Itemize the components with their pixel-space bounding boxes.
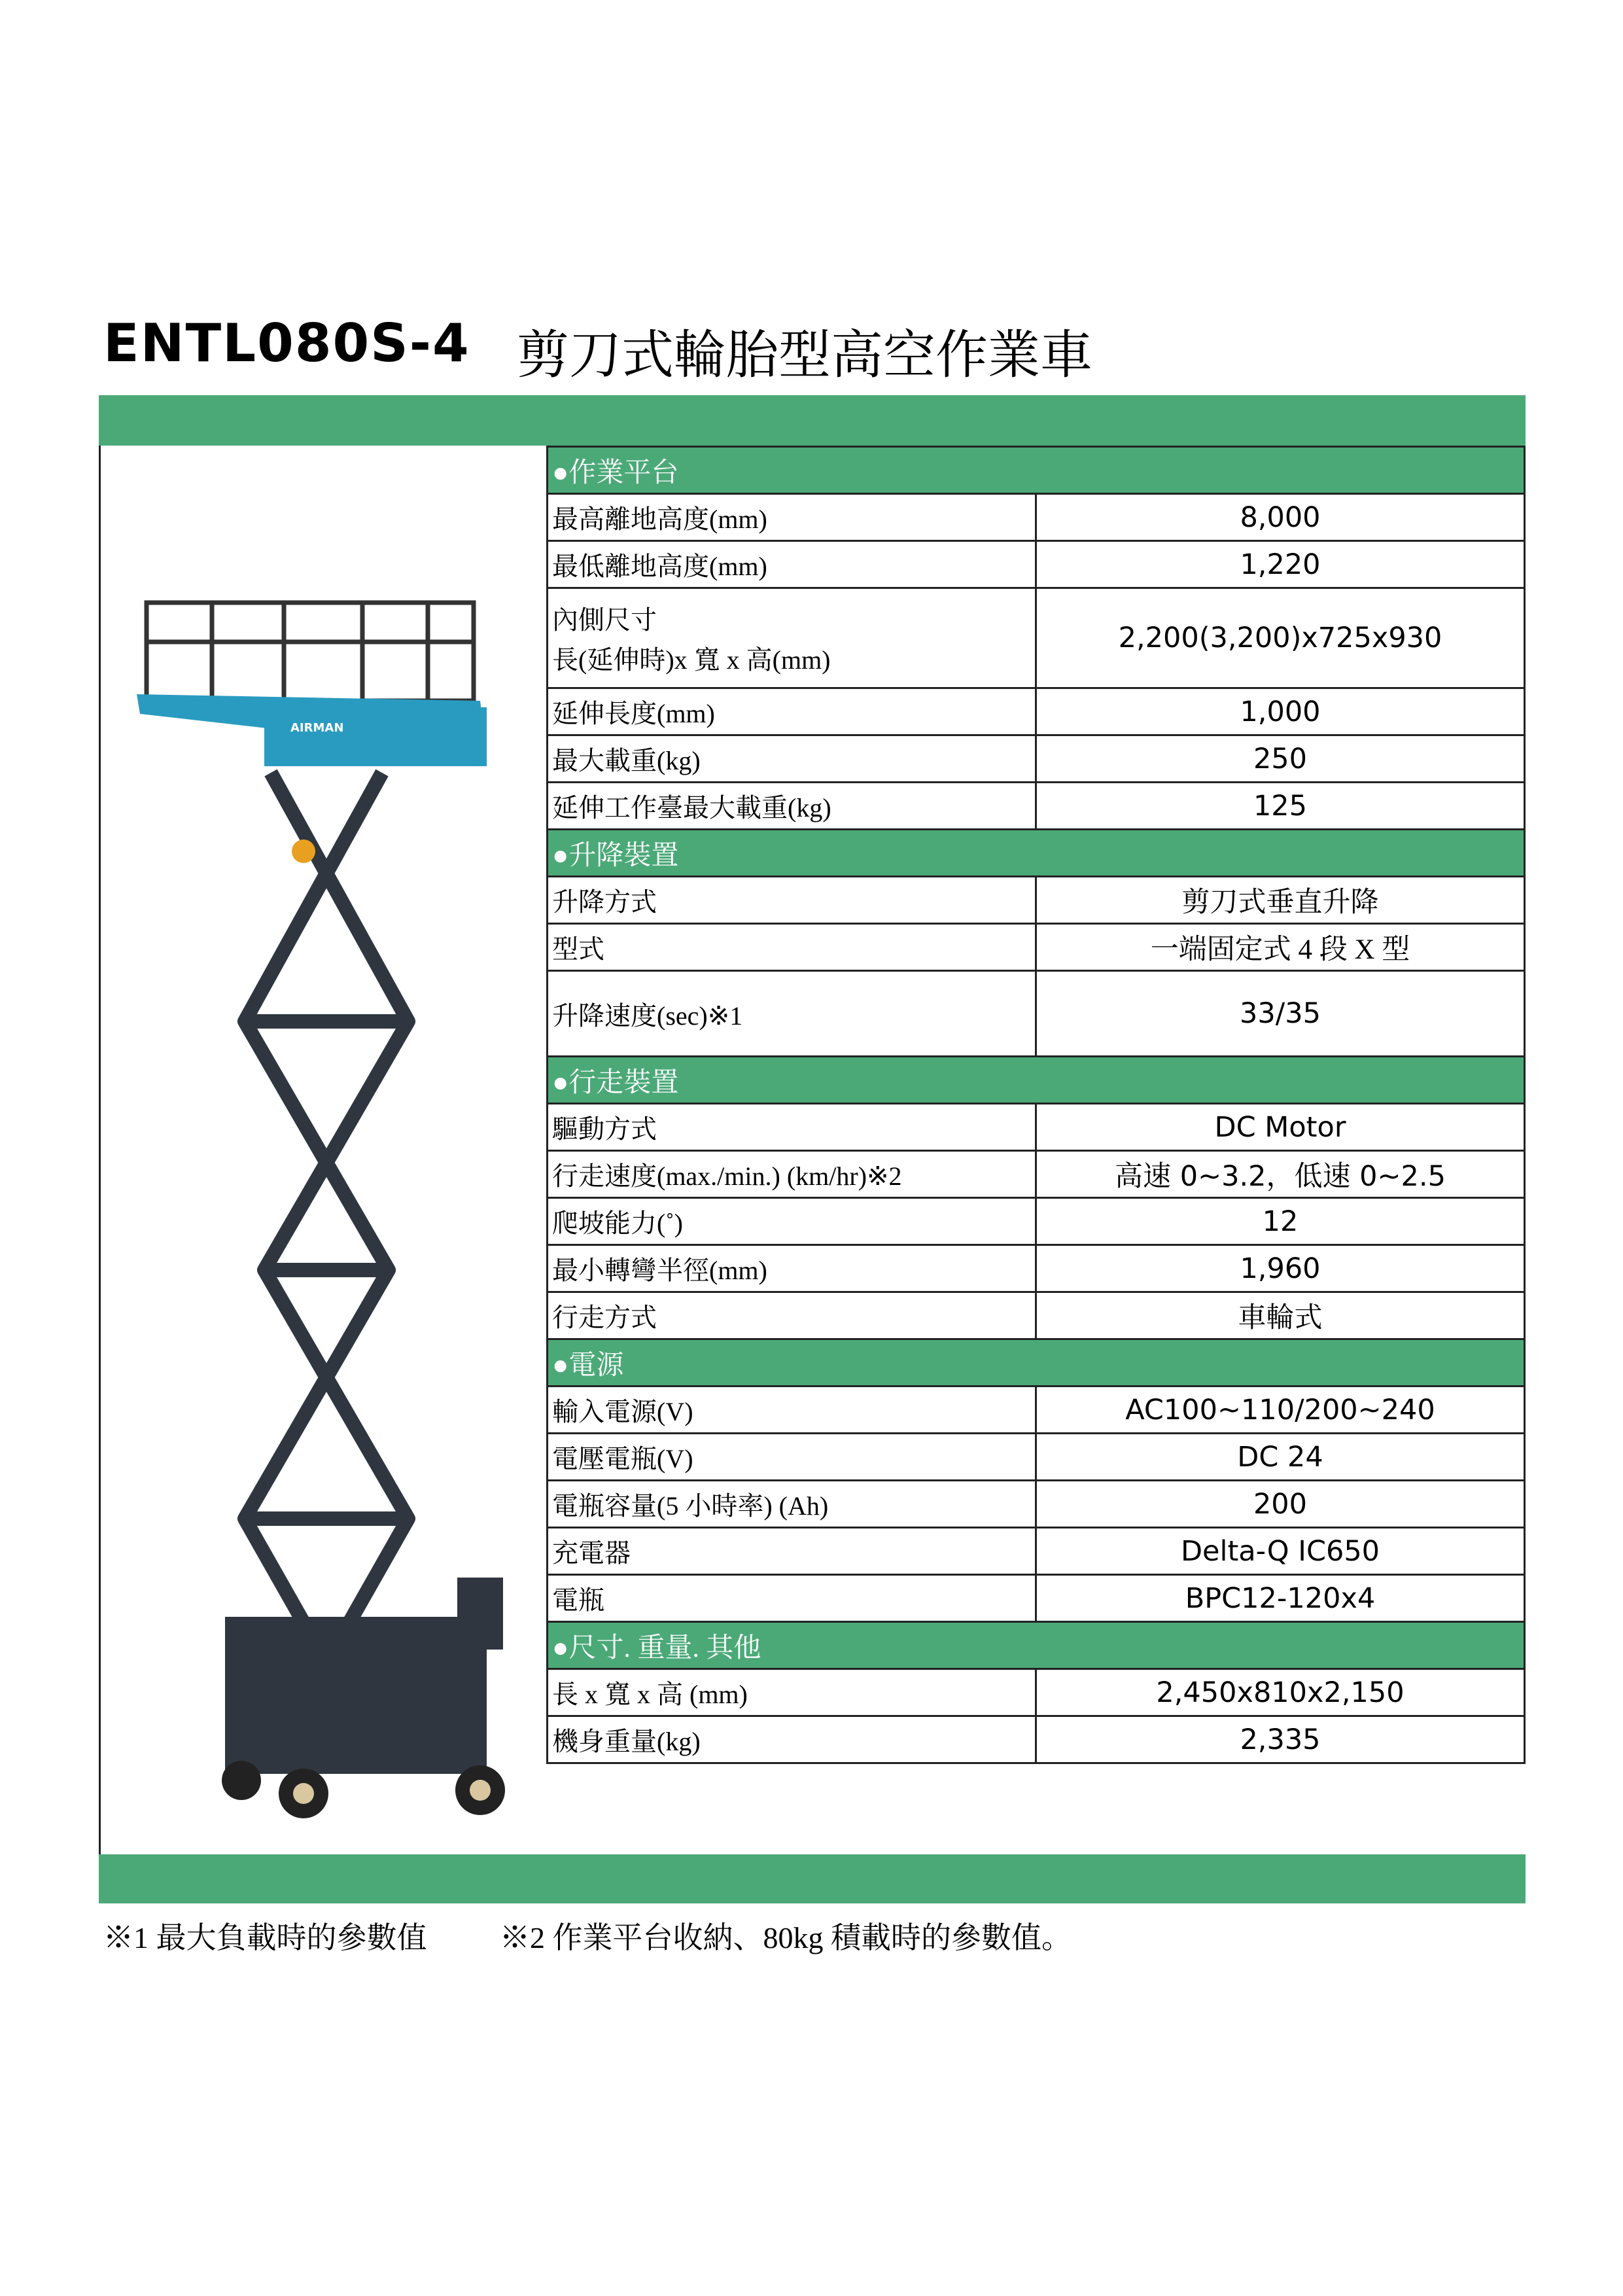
spec-value: 8,000 xyxy=(1036,494,1525,541)
spec-label: 升降速度(sec)※1 xyxy=(548,971,1036,1057)
spec-label: 機身重量(kg) xyxy=(548,1716,1036,1763)
spec-label-line1: 內側尺寸 xyxy=(552,605,657,635)
spec-label: 行走方式 xyxy=(548,1292,1036,1339)
spec-label: 長 x 寬 x 高 (mm) xyxy=(548,1669,1036,1716)
footnotes xyxy=(103,1914,1137,1957)
spec-value: 車輪式 xyxy=(1036,1292,1525,1339)
spec-label: 行走速度(max./min.) (km/hr)※2 xyxy=(548,1151,1036,1198)
section-header-lifting: ●升降裝置 xyxy=(548,830,1525,877)
spec-value: 33/35 xyxy=(1036,971,1525,1057)
spec-label: 升降方式 xyxy=(548,877,1036,924)
spec-label: 最小轉彎半徑(mm) xyxy=(548,1245,1036,1292)
spec-value: 2,335 xyxy=(1036,1716,1525,1763)
spec-label: 輸入電源(V) xyxy=(548,1386,1036,1434)
spec-table xyxy=(546,446,1526,1764)
spec-label: 充電器 xyxy=(548,1528,1036,1575)
spec-label: 延伸長度(mm) xyxy=(548,688,1036,735)
spec-value: 一端固定式 4 段 X 型 xyxy=(1036,924,1525,971)
spec-value: Delta-Q IC650 xyxy=(1036,1528,1525,1575)
spec-label: 爬坡能力(˚) xyxy=(548,1198,1036,1245)
spec-label: 驅動方式 xyxy=(548,1104,1036,1151)
spec-label: 最大載重(kg) xyxy=(548,735,1036,783)
spec-value: 1,960 xyxy=(1036,1245,1525,1292)
spec-value: 200 xyxy=(1036,1481,1525,1528)
section-header-travel: ●行走裝置 xyxy=(548,1057,1525,1104)
scissor-lift-image xyxy=(101,446,548,1854)
spec-value: AC100~110/200~240 xyxy=(1036,1386,1525,1434)
spec-value: 250 xyxy=(1036,735,1525,783)
footnote-1: ※1 最大負載時的參數值 xyxy=(103,1921,427,1954)
spec-value: BPC12-120x4 xyxy=(1036,1575,1525,1622)
spec-label: 最低離地高度(mm) xyxy=(548,541,1036,588)
spec-label xyxy=(548,588,1036,688)
spec-label: 電壓電瓶(V) xyxy=(548,1434,1036,1481)
footer-band xyxy=(99,1854,1526,1903)
section-header-dimensions: ●尺寸. 重量. 其他 xyxy=(548,1622,1525,1669)
spec-value: DC 24 xyxy=(1036,1434,1525,1481)
machine-image-cell xyxy=(99,446,546,1854)
spec-label: 型式 xyxy=(548,924,1036,971)
product-name: 剪刀式輪胎型高空作業車 xyxy=(517,327,1092,385)
spec-value: 12 xyxy=(1036,1198,1525,1245)
spec-value: 2,200(3,200)x725x930 xyxy=(1036,588,1525,688)
spec-label-line2: 長(延伸時)x 寬 x 高(mm) xyxy=(552,645,831,675)
footnote-2: ※2 作業平台收納、80kg 積載時的參數值。 xyxy=(500,1921,1072,1954)
section-header-platform: ●作業平台 xyxy=(548,447,1525,494)
spec-value: 2,450x810x2,150 xyxy=(1036,1669,1525,1716)
spec-label: 最高離地高度(mm) xyxy=(548,494,1036,541)
spec-value: DC Motor xyxy=(1036,1104,1525,1151)
brand-logo: AIRMAN xyxy=(290,721,344,735)
spec-label: 延伸工作臺最大載重(kg) xyxy=(548,783,1036,830)
spec-value: 125 xyxy=(1036,783,1525,830)
spec-label: 電瓶 xyxy=(548,1575,1036,1622)
header-band xyxy=(99,395,1526,446)
model-title: ENTL080S-4 xyxy=(103,313,470,374)
spec-value: 1,220 xyxy=(1036,541,1525,588)
spec-value: 高速 0~3.2，低速 0~2.5 xyxy=(1036,1151,1525,1198)
spec-label: 電瓶容量(5 小時率) (Ah) xyxy=(548,1481,1036,1528)
spec-value: 剪刀式垂直升降 xyxy=(1036,877,1525,924)
section-header-power: ●電源 xyxy=(548,1339,1525,1386)
spec-value: 1,000 xyxy=(1036,688,1525,735)
